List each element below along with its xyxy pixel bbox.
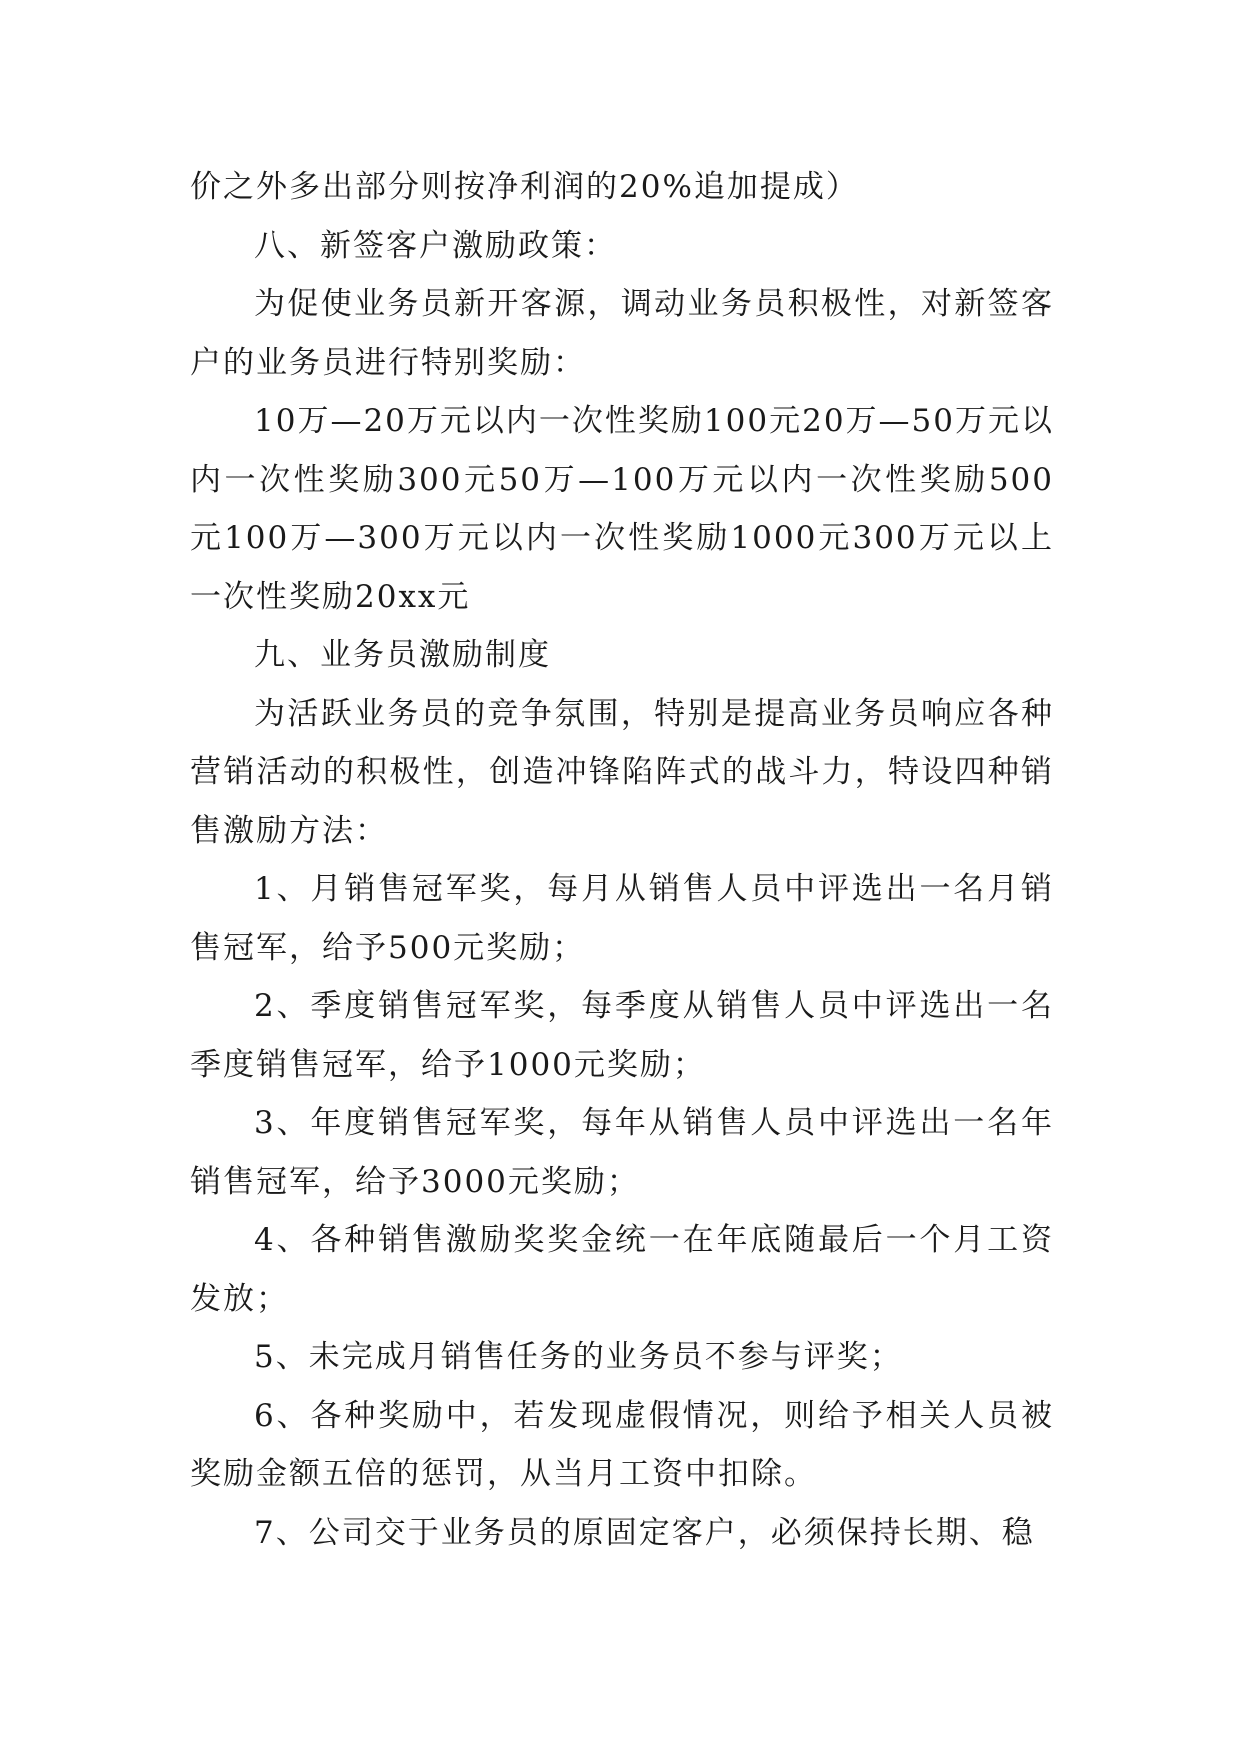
- document-body: [190, 158, 1054, 1562]
- section-heading-new-client-incentive: 八、新签客户激励政策：: [254, 227, 617, 264]
- list-item-bonus-payout: 4、各种销售激励奖奖金统一在年底随最后一个月工资发放；: [190, 1222, 1054, 1317]
- section-heading-salesperson-incentive: 九、业务员激励制度: [254, 637, 551, 673]
- paragraph-reward-tiers: 10万—20万元以内一次性奖励100元20万—50万元以内一次性奖励300元50万—100万元以内一次性奖励500元100万—300万元以内一次性奖励1000元300万元以上一次性奖励20xx元: [190, 403, 1054, 615]
- list-item-annual-champion: 3、年度销售冠军奖，每年从销售人员中评选出一名年销售冠军，给予3000元奖励；: [190, 1105, 1054, 1200]
- list-item-eligibility: 5、未完成月销售任务的业务员不参与评奖；: [254, 1339, 903, 1375]
- paragraph-continuation: 价之外多出部分则按净利润的20%追加提成）: [190, 169, 859, 205]
- list-item-penalty: 6、各种奖励中，若发现虚假情况，则给予相关人员被奖励金额五倍的惩罚，从当月工资中扣除。: [190, 1397, 1054, 1492]
- list-item-fixed-clients: 7、公司交于业务员的原固定客户，必须保持长期、稳: [254, 1514, 1035, 1551]
- paragraph-new-client-purpose: 为促使业务员新开客源，调动业务员积极性，对新签客户的业务员进行特别奖励：: [190, 286, 1054, 381]
- paragraph-incentive-purpose: 为活跃业务员的竞争氛围，特别是提高业务员响应各种营销活动的积极性，创造冲锋陷阵式的战斗力，特设四种销售激励方法：: [190, 695, 1054, 849]
- list-item-quarterly-champion: 2、季度销售冠军奖，每季度从销售人员中评选出一名季度销售冠军，给予1000元奖励；: [190, 988, 1054, 1083]
- list-item-monthly-champion: 1、月销售冠军奖，每月从销售人员中评选出一名月销售冠军，给予500元奖励；: [190, 871, 1054, 966]
